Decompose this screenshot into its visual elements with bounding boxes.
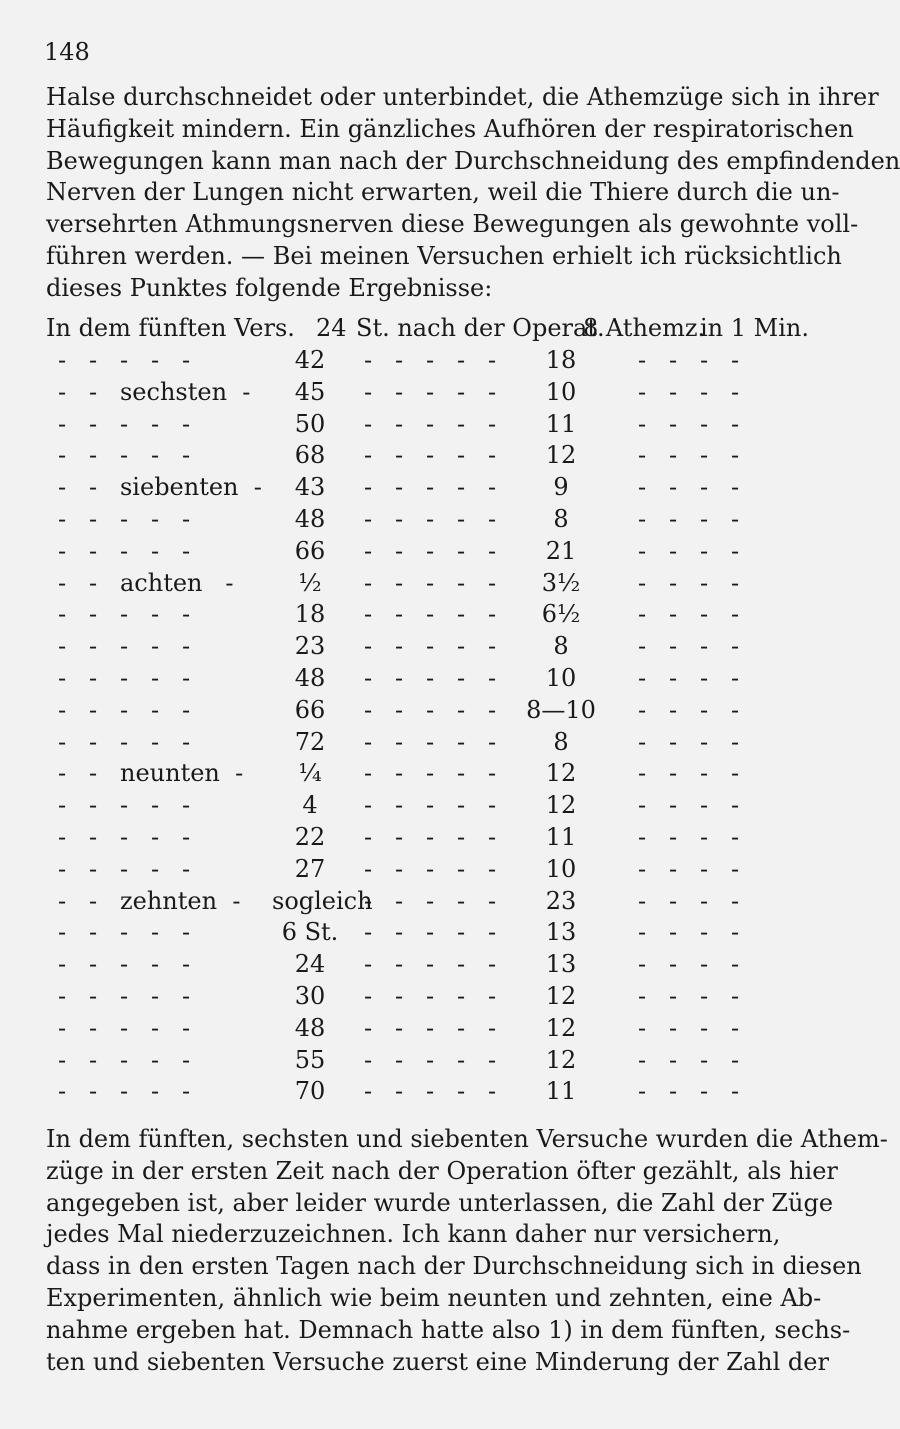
row-ditto-tail: - - - -: [638, 823, 740, 851]
row-label: - - - - -: [58, 982, 191, 1010]
paragraph-intro: [46, 82, 900, 305]
row-ditto-tail: - - - -: [638, 886, 740, 915]
row-ditto-tail: - - - -: [638, 1045, 740, 1074]
row-label: - - neunten -: [58, 759, 244, 788]
text-line: Häufigkeit mindern. Ein gänzliches Aufhören der respiratorischen: [46, 114, 854, 143]
row-stunden: 48: [294, 664, 326, 692]
text-line: dieses Punktes folgende Ergebnisse:: [46, 273, 493, 302]
text-line: angegeben ist, aber leider wurde unterlassen, die Zahl der Züge: [46, 1188, 834, 1217]
row-ditto-mid: - - - - -: [364, 759, 497, 788]
header-mid: St. nach der Operat.: [356, 314, 605, 342]
text-line: züge in der ersten Zeit nach der Operation öfter gezählt, als hier: [46, 1156, 838, 1185]
row-ditto-mid: - - - - -: [364, 536, 497, 565]
row-stunden: ¼: [298, 759, 322, 788]
row-athemzuege: 13: [545, 950, 577, 979]
text-line: nahme ergeben hat. Demnach hatte also 1) in dem fünften, sechs-: [46, 1315, 851, 1344]
row-ditto-mid: - - - - -: [364, 473, 497, 502]
table-row: [46, 568, 752, 598]
row-athemzuege: 8: [553, 632, 569, 661]
row-ditto-mid: - - - - -: [364, 823, 497, 851]
row-stunden: 66: [294, 536, 326, 565]
row-stunden: 72: [294, 727, 326, 756]
row-stunden: 27: [294, 854, 326, 883]
row-label: - - - - -: [58, 600, 191, 629]
row-ditto-mid: - - - - -: [364, 918, 497, 947]
paragraph-conclusion: [46, 1124, 888, 1378]
row-ditto-tail: - - - -: [638, 473, 740, 502]
row-athemzuege: 12: [545, 1045, 577, 1074]
row-athemzuege: 11: [545, 409, 577, 438]
row-ditto-tail: - - - -: [638, 632, 740, 661]
row-athemzuege: 18: [545, 346, 577, 374]
row-athemzuege: 12: [545, 982, 577, 1010]
row-ditto-tail: - - - -: [638, 759, 740, 788]
row-athemzuege: 11: [545, 1077, 577, 1106]
row-label: - - - - -: [58, 346, 191, 374]
row-ditto-mid: - - - - -: [364, 441, 497, 470]
table-row: [46, 504, 752, 534]
row-stunden: 42: [294, 346, 326, 374]
row-stunden: 68: [294, 441, 326, 470]
table-row: [46, 949, 752, 979]
row-label: - - zehnten -: [58, 886, 241, 915]
row-label: - - siebenten -: [58, 473, 262, 502]
row-athemzuege: 8: [553, 727, 569, 756]
row-stunden: 23: [294, 632, 326, 661]
row-label: - - - - -: [58, 505, 191, 533]
page-number: 148: [44, 38, 90, 66]
row-athemzuege: 8—10: [526, 695, 596, 724]
table-row: [46, 854, 752, 884]
row-ditto-mid: - - - - -: [364, 632, 497, 661]
row-stunden: 45: [294, 377, 326, 406]
row-ditto-tail: - - - -: [638, 409, 740, 438]
row-ditto-mid: - - - - -: [364, 568, 497, 597]
table-row: [46, 440, 752, 470]
row-ditto-mid: - - - - -: [364, 950, 497, 979]
table-row: [46, 1076, 752, 1106]
row-stunden: 24: [294, 950, 326, 979]
row-label: - - - - -: [58, 536, 191, 565]
row-ditto-mid: - - - - -: [364, 854, 497, 883]
row-ditto-tail: - - - -: [638, 950, 740, 979]
row-ditto-tail: - - - -: [638, 505, 740, 533]
row-ditto-tail: - - - -: [638, 695, 740, 724]
text-line: dass in den ersten Tagen nach der Durchschneidung sich in diesen: [46, 1252, 862, 1281]
row-ditto-mid: - - - - -: [364, 791, 497, 820]
row-ditto-mid: - - - - -: [364, 1077, 497, 1106]
text-line: Halse durchschneidet oder unterbindet, die Athemzüge sich in ihrer: [46, 83, 879, 111]
row-label: - - - - -: [58, 695, 191, 724]
table-row: [46, 345, 752, 375]
text-line: Experimenten, ähnlich wie beim neunten und zehnten, eine Ab-: [46, 1283, 822, 1312]
text-line: jedes Mal niederzuzeichnen. Ich kann daher nur versichern,: [46, 1220, 781, 1249]
text-line: Nerven der Lungen nicht erwarten, weil die Thiere durch die un-: [46, 178, 840, 207]
table-row: [46, 917, 752, 947]
row-label: - - - - -: [58, 441, 191, 470]
table-row: [46, 599, 752, 629]
row-stunden: 48: [294, 505, 326, 533]
table-header-row: [46, 313, 809, 343]
text-line: führen werden. — Bei meinen Versuchen erhielt ich rücksichtlich: [46, 241, 842, 270]
row-label: - - - - -: [58, 791, 191, 820]
row-ditto-tail: - - - -: [638, 346, 740, 374]
text-line: In dem fünften, sechsten und siebenten Versuche wurden die Athem-: [46, 1125, 888, 1153]
row-ditto-tail: - - - -: [638, 791, 740, 820]
row-athemzuege: 12: [545, 441, 577, 470]
header-tail: in 1 Min.: [700, 314, 809, 342]
row-athemzuege: 3½: [541, 568, 581, 597]
row-label: - - - - -: [58, 918, 191, 947]
row-label: - - - - -: [58, 854, 191, 883]
row-stunden: 70: [294, 1077, 326, 1106]
table-row: [46, 1013, 752, 1043]
row-label: - - - - -: [58, 632, 191, 661]
row-label: - - - - -: [58, 664, 191, 692]
row-ditto-mid: - - - - -: [364, 1045, 497, 1074]
table-row: [46, 886, 752, 916]
row-label: - - sechsten -: [58, 377, 251, 406]
row-ditto-tail: - - - -: [638, 441, 740, 470]
header-athem: 8 Athemz.: [583, 314, 706, 342]
row-athemzuege: 21: [545, 536, 577, 565]
table-row: [46, 377, 752, 407]
row-stunden: 22: [294, 823, 326, 851]
row-ditto-tail: - - - -: [638, 600, 740, 629]
row-athemzuege: 6½: [541, 600, 581, 629]
header-label: In dem fünften Vers.: [46, 314, 295, 342]
row-ditto-tail: - - - -: [638, 536, 740, 565]
row-ditto-mid: - - - - -: [364, 409, 497, 438]
row-stunden: 30: [294, 982, 326, 1010]
row-ditto-mid: - - - - -: [364, 505, 497, 533]
row-ditto-tail: - - - -: [638, 664, 740, 692]
row-ditto-tail: - - - -: [638, 568, 740, 597]
row-stunden: 4: [302, 791, 318, 820]
row-athemzuege: 12: [545, 759, 577, 788]
row-ditto-mid: - - - - -: [364, 664, 497, 692]
row-ditto-mid: - - - - -: [364, 377, 497, 406]
table-row: [46, 631, 752, 661]
row-ditto-mid: - - - - -: [364, 695, 497, 724]
row-ditto-tail: - - - -: [638, 727, 740, 756]
row-ditto-tail: - - - -: [638, 1013, 740, 1042]
row-ditto-mid: - - - - -: [364, 982, 497, 1010]
table-row: [46, 1045, 752, 1075]
row-label: - - - - -: [58, 823, 191, 851]
row-stunden: 6 St.: [281, 918, 339, 947]
table-row: [46, 790, 752, 820]
text-line: ten und siebenten Versuche zuerst eine Minderung der Zahl der: [46, 1347, 829, 1376]
text-line: Bewegungen kann man nach der Durchschneidung des empfindenden: [46, 146, 900, 175]
row-label: - - - - -: [58, 1013, 191, 1042]
row-athemzuege: 13: [545, 918, 577, 947]
row-ditto-mid: - - - - -: [364, 727, 497, 756]
table-row: [46, 981, 752, 1011]
row-ditto-mid: - - - - -: [364, 1013, 497, 1042]
row-athemzuege: 12: [545, 1013, 577, 1042]
table-row: [46, 758, 752, 788]
row-ditto-mid: - - - - -: [364, 600, 497, 629]
table-row: [46, 536, 752, 566]
table-row: [46, 695, 752, 725]
row-athemzuege: 10: [545, 854, 577, 883]
row-stunden: ½: [298, 568, 322, 597]
row-ditto-tail: - - - -: [638, 918, 740, 947]
row-stunden: 55: [294, 1045, 326, 1074]
row-athemzuege: 10: [545, 377, 577, 406]
row-label: - - - - -: [58, 727, 191, 756]
row-stunden: 50: [294, 409, 326, 438]
row-label: - - - - -: [58, 1077, 191, 1106]
row-athemzuege: 10: [545, 664, 577, 692]
row-ditto-tail: - - - -: [638, 982, 740, 1010]
table-row: [46, 822, 752, 852]
table-row: [46, 409, 752, 439]
table-row: [46, 663, 752, 693]
row-athemzuege: 9: [553, 473, 569, 502]
row-ditto-tail: - - - -: [638, 1077, 740, 1106]
text-line: versehrten Athmungsnerven diese Bewegungen als gewohnte voll-: [46, 210, 859, 239]
table-row: [46, 472, 752, 502]
row-stunden: 48: [294, 1013, 326, 1042]
row-label: - - - - -: [58, 1045, 191, 1074]
row-ditto-tail: - - - -: [638, 377, 740, 406]
row-athemzuege: 12: [545, 791, 577, 820]
row-ditto-mid: - - - - -: [364, 346, 497, 374]
row-ditto-mid: - - - - -: [364, 886, 497, 915]
row-athemzuege: 8: [553, 505, 569, 533]
row-stunden: 66: [294, 695, 326, 724]
row-stunden: 18: [294, 600, 326, 629]
row-label: - - - - -: [58, 950, 191, 979]
row-ditto-tail: - - - -: [638, 854, 740, 883]
row-stunden: sogleich: [272, 886, 373, 915]
row-label: - - achten -: [58, 568, 234, 597]
row-label: - - - - -: [58, 409, 191, 438]
row-athemzuege: 11: [545, 823, 577, 851]
row-stunden: 43: [294, 473, 326, 502]
table-row: [46, 727, 752, 757]
header-stunden: 24: [316, 314, 347, 342]
row-athemzuege: 23: [545, 886, 577, 915]
